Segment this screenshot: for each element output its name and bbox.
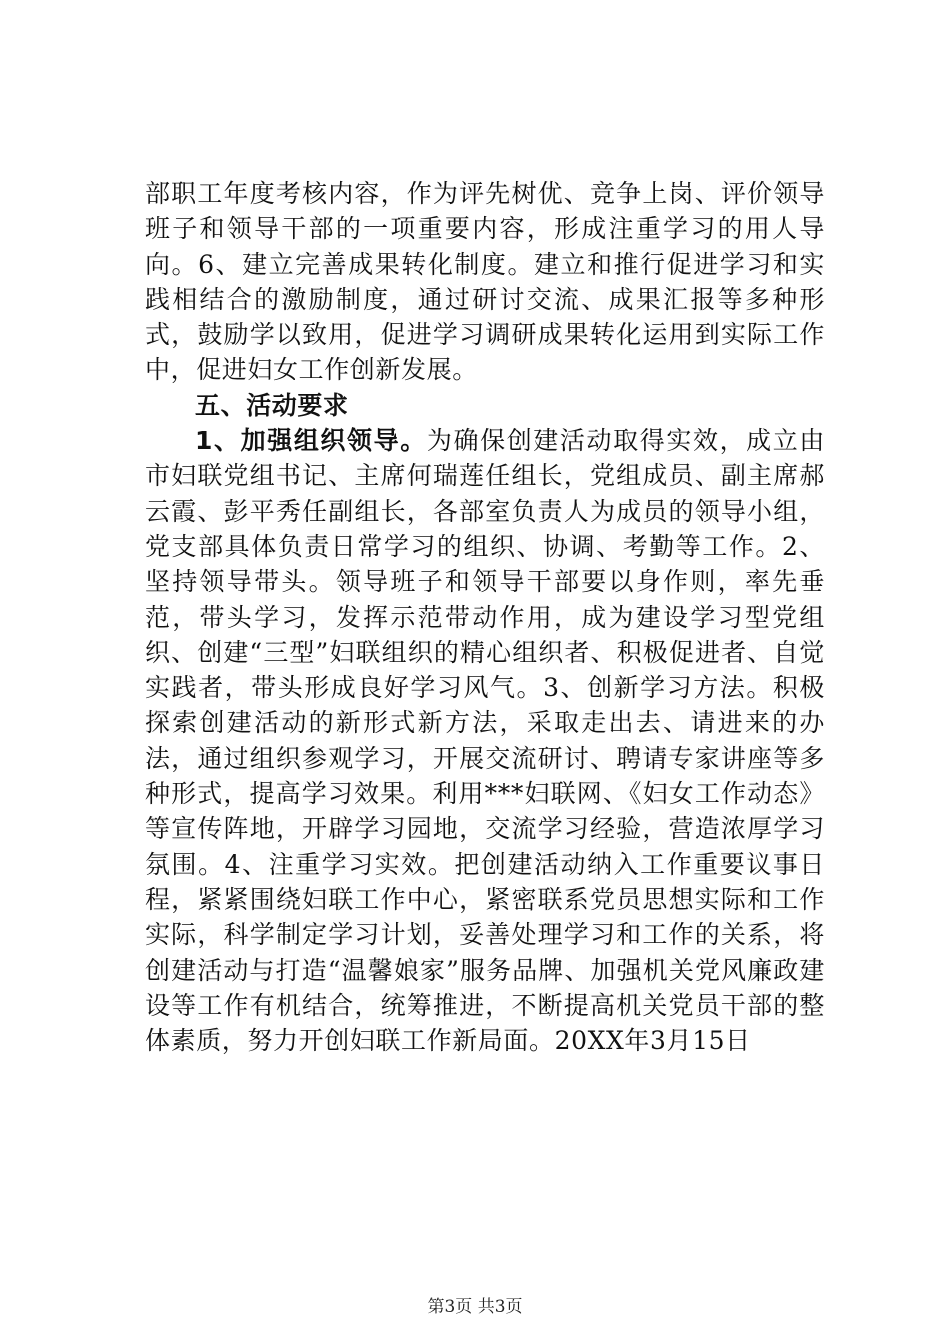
document-body [145, 176, 825, 1058]
section-heading-activity-requirements: 五、活动要求 [195, 390, 349, 420]
paragraph-lead-phrase: 1、加强组织领导。 [195, 426, 427, 456]
paragraph-body-text: 为确保创建活动取得实效，成立由市妇联党组书记、主席何瑞莲任组长，党组成员、副主席郝云霞、彭平秀任副组长，各部室负责人为成员的领导小组，党支部具体负责日常学习的组织、协调、考勤等工作。2、坚持领导带头。领导班子和领导干部要以身作则，率先垂范，带头学习，发挥示范带动作用，成为建设学习型党组织、创建“三型”妇联组织的精心组织者、积极促进者、自觉实践者，带头形成良好学习风气。3、创新学习方法。积极探索创建活动的新形式新方法，采取走出去、请进来的办法，通过组织参观学习，开展交流研讨、聘请专家讲座等多种形式，提高学习效果。利用***妇联网、《妇女工作动态》等宣传阵地，开辟学习园地，交流学习经验，营造浓厚学习氛围。4、注重学习实效。把创建活动纳入工作重要议事日程，紧紧围绕妇联工作中心，紧密联系党员思想实际和工作实际，科学制定学习计划，妥善处理学习和工作的关系，将创建活动与打造“温馨娘家”服务品牌、加强机关党风廉政建设等工作有机结合，统筹推进，不断提高机关党员干部的整体素质，努力开创妇联工作新局面。20XX年3月15日 [145, 426, 825, 1056]
paragraph-requirements [145, 423, 825, 1058]
paragraph-continued: 部职工年度考核内容，作为评先树优、竞争上岗、评价领导班子和领导干部的一项重要内容，形成注重学习的用人导向。6、建立完善成果转化制度。建立和推行促进学习和实践相结合的激励制度，通过研讨交流、成果汇报等多种形式，鼓励学以致用，促进学习调研成果转化运用到实际工作中，促进妇女工作创新发展。 [145, 179, 825, 385]
page-footer: 第3页 共3页 [427, 1297, 523, 1317]
